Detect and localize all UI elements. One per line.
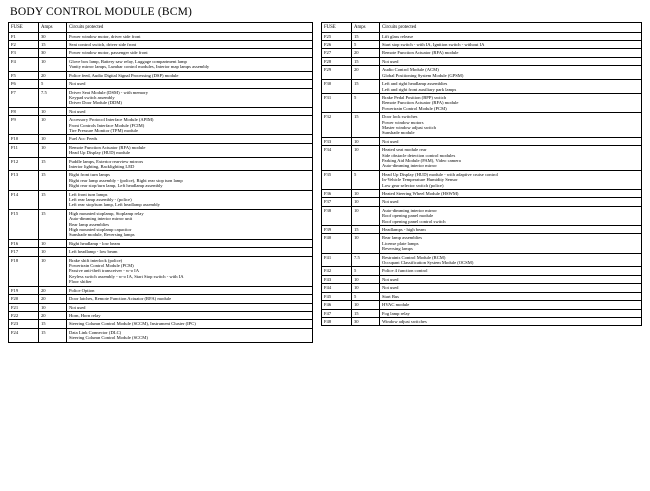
circuit-line: Door latches, Remote Function Actuator (RFA) module <box>69 296 172 302</box>
cell-amps: 10 <box>39 107 67 115</box>
table-row <box>322 226 642 234</box>
circuit-line: Driver Door Module (DDM) <box>69 100 122 106</box>
circuit-line: Not used <box>382 199 399 205</box>
cell-fuse: F45 <box>322 292 352 300</box>
cell-fuse: F48 <box>322 317 352 325</box>
table-row <box>322 32 642 40</box>
table-row <box>9 248 313 256</box>
circuit-line: Fuel Acc Feeds <box>69 136 98 142</box>
cell-circuits <box>380 253 642 267</box>
table-row <box>9 209 313 239</box>
cell-fuse: F26 <box>322 41 352 49</box>
circuit-line: Brake Pedal Position (BPP) switch <box>382 94 447 100</box>
cell-fuse: F29 <box>322 66 352 80</box>
cell-fuse: F35 <box>322 170 352 189</box>
circuit-line: Rear lamp assemblies <box>382 235 423 241</box>
circuit-line: Power window motors <box>382 119 424 125</box>
cell-fuse: F19 <box>9 286 39 294</box>
circuit-line: Powertrain Control Module (PCM) <box>382 105 447 111</box>
circuit-line: Vanity mirror lamps, Lumbar control modules, Interior map lamps assembly <box>69 64 210 70</box>
table-row <box>322 80 642 94</box>
cell-circuits <box>67 71 313 79</box>
circuit-line: Steering Column Control Module (SCCM), Instrument Cluster (IPC) <box>69 321 196 327</box>
circuit-line: Parking Aid Module (PAM), Video camera <box>382 157 461 163</box>
header-fuse: FUSE <box>9 23 39 33</box>
table-row <box>9 295 313 303</box>
cell-fuse: F30 <box>322 80 352 94</box>
cell-fuse: F5 <box>9 71 39 79</box>
cell-circuits <box>380 301 642 309</box>
table-row <box>322 137 642 145</box>
cell-circuits <box>67 41 313 49</box>
cell-amps: 7.5 <box>352 253 380 267</box>
cell-circuits <box>380 198 642 206</box>
circuit-line: Interior lighting, Backlighting LED <box>69 163 135 169</box>
circuit-line: Right front turn lamps <box>69 172 110 178</box>
table-row <box>322 284 642 292</box>
circuit-line: Lift glass release <box>382 33 414 39</box>
cell-circuits <box>380 234 642 253</box>
circuit-line: Glove box lamp, Battery saw relay, Luggage compartment lamp <box>69 58 187 64</box>
cell-amps: 15 <box>39 328 67 342</box>
circuit-line: Auto-dimming interior mirror <box>382 207 437 213</box>
cell-amps: 5 <box>352 41 380 49</box>
cell-amps: 15 <box>39 209 67 239</box>
cell-amps: 10 <box>352 234 380 253</box>
circuit-line: Head Up Display (HUD) module - with adaptive cruise control <box>382 171 498 177</box>
cell-fuse: F2 <box>9 41 39 49</box>
cell-circuits <box>67 209 313 239</box>
cell-amps: 5 <box>352 93 380 112</box>
table-row <box>322 93 642 112</box>
cell-amps: 15 <box>352 309 380 317</box>
circuit-line: Remote Function Actuator (RFA) module <box>382 100 459 106</box>
circuit-line: Brake shift interlock (police) <box>69 257 123 263</box>
cell-fuse: F36 <box>322 190 352 198</box>
cell-fuse: F9 <box>9 116 39 135</box>
cell-fuse: F33 <box>322 137 352 145</box>
table-row <box>9 190 313 209</box>
circuit-line: Door lock switches <box>382 114 418 120</box>
table-row <box>9 171 313 190</box>
table-row <box>322 309 642 317</box>
cell-amps: 7.5 <box>39 88 67 107</box>
circuit-line: Rear lamp assemblies <box>69 221 110 227</box>
cell-amps: 15 <box>39 320 67 328</box>
circuit-line: Puddle lamps, Exterior rearview mirrors <box>69 158 144 164</box>
circuit-line: Right headlamp - low beam <box>69 240 121 246</box>
table-row <box>9 328 313 342</box>
cell-circuits <box>67 32 313 40</box>
cell-circuits <box>380 93 642 112</box>
table-row <box>9 57 313 71</box>
cell-circuits <box>67 286 313 294</box>
cell-fuse: F12 <box>9 157 39 171</box>
circuit-line: Left and right headlamp assemblies <box>382 81 448 87</box>
circuit-line: Front Controls Interface Module (FCIM) <box>69 122 145 128</box>
cell-circuits <box>67 320 313 328</box>
circuit-line: Global Positioning System Module (GPSM) <box>382 72 464 78</box>
circuit-line: Fog lamp relay <box>382 310 410 316</box>
circuit-line: Keypad switch assembly <box>69 94 115 100</box>
table-row <box>9 135 313 143</box>
table-row <box>322 267 642 275</box>
cell-fuse: F16 <box>9 239 39 247</box>
table-row <box>9 256 313 286</box>
cell-circuits <box>380 57 642 65</box>
cell-circuits <box>380 137 642 145</box>
table-row <box>322 146 642 171</box>
table-row <box>322 253 642 267</box>
table-row <box>9 107 313 115</box>
cell-circuits <box>67 80 313 88</box>
circuit-line: Left rear stop/turn lamp, Left headlamp assembly <box>69 202 160 208</box>
cell-fuse: F42 <box>322 267 352 275</box>
table-row <box>9 157 313 171</box>
cell-circuits <box>67 311 313 319</box>
table-row <box>9 116 313 135</box>
cell-fuse: F24 <box>9 328 39 342</box>
table-row <box>9 88 313 107</box>
table-row <box>322 301 642 309</box>
cell-amps: 10 <box>352 284 380 292</box>
cell-amps: 10 <box>352 275 380 283</box>
cell-amps: 10 <box>39 248 67 256</box>
cell-circuits <box>67 256 313 286</box>
cell-fuse: F4 <box>9 57 39 71</box>
header-circuits: Circuits protected <box>67 23 313 33</box>
cell-fuse: F47 <box>322 309 352 317</box>
cell-circuits <box>380 41 642 49</box>
circuit-line: Start stop switch - with IA, Ignition switch - without IA <box>382 42 485 48</box>
cell-circuits <box>380 292 642 300</box>
cell-amps: 5 <box>352 170 380 189</box>
cell-circuits <box>67 135 313 143</box>
circuit-line: Left and right front auxiliary park lamps <box>382 86 457 92</box>
header-circuits: Circuits protected <box>380 23 642 33</box>
table-row <box>322 57 642 65</box>
cell-amps: 15 <box>352 57 380 65</box>
table-header-row <box>322 23 642 33</box>
cell-fuse: F46 <box>322 301 352 309</box>
cell-amps: 30 <box>352 317 380 325</box>
circuit-line: Master window adjust switch <box>382 124 436 130</box>
table-row <box>322 198 642 206</box>
cell-fuse: F11 <box>9 143 39 157</box>
cell-circuits <box>67 107 313 115</box>
circuit-line: Tire Pressure Monitor (TPM) module <box>69 127 138 133</box>
cell-fuse: F8 <box>9 107 39 115</box>
cell-fuse: F1 <box>9 32 39 40</box>
circuit-line: Headlamps - high beam <box>382 227 426 233</box>
circuit-line: HVAC module <box>382 302 410 308</box>
table-row <box>322 66 642 80</box>
circuit-line: Heated Steering Wheel Module (HSWM) <box>382 191 459 196</box>
cell-amps: 20 <box>39 71 67 79</box>
cell-fuse: F41 <box>322 253 352 267</box>
cell-circuits <box>380 49 642 57</box>
cell-circuits <box>67 239 313 247</box>
cell-amps: 15 <box>39 190 67 209</box>
circuit-line: Occupant Classification System Module (OCSM) <box>382 260 474 266</box>
circuit-line: Not used <box>69 108 86 114</box>
header-fuse: FUSE <box>322 23 352 33</box>
cell-amps: 10 <box>352 198 380 206</box>
cell-circuits <box>67 143 313 157</box>
cell-amps: 5 <box>39 80 67 88</box>
cell-amps: 5 <box>352 267 380 275</box>
cell-amps: 15 <box>39 41 67 49</box>
cell-fuse: F44 <box>322 284 352 292</box>
circuit-line: Accessory Protocol Interface Module (APIM) <box>69 117 154 123</box>
circuit-line: Left headlamp - low beam <box>69 249 118 255</box>
table-row <box>322 206 642 225</box>
fuse-table-left <box>8 22 313 343</box>
cell-circuits <box>67 328 313 342</box>
circuit-line: Driver Seat Module (DSM) - with memory <box>69 89 149 95</box>
circuit-line: Roof opening panel module <box>382 213 434 219</box>
table-row <box>322 234 642 253</box>
table-header-row <box>9 23 313 33</box>
circuit-line: Side obstacle detection control modules <box>382 152 456 158</box>
circuit-line: Seat control switch, driver side front <box>69 42 137 48</box>
cell-amps: 10 <box>352 137 380 145</box>
cell-fuse: F34 <box>322 146 352 171</box>
cell-fuse: F43 <box>322 275 352 283</box>
cell-amps: 15 <box>39 171 67 190</box>
circuit-line: Auto-dimming interior mirror <box>382 163 437 169</box>
cell-circuits <box>380 66 642 80</box>
cell-circuits <box>380 80 642 94</box>
cell-fuse: F38 <box>322 206 352 225</box>
cell-fuse: F27 <box>322 49 352 57</box>
cell-circuits <box>67 49 313 57</box>
cell-fuse: F6 <box>9 80 39 88</box>
cell-circuits <box>380 146 642 171</box>
circuit-line: Remote Function Actuator (RFA) module <box>69 144 146 150</box>
cell-amps: 10 <box>39 143 67 157</box>
cell-amps: 20 <box>39 311 67 319</box>
cell-circuits <box>67 88 313 107</box>
circuit-line: Start Bus <box>382 293 399 299</box>
circuit-line: Right rear lamp assembly - (police), Right rear stop turn lamp <box>69 177 183 183</box>
cell-fuse: F39 <box>322 226 352 234</box>
cell-circuits <box>67 295 313 303</box>
cell-amps: 20 <box>352 66 380 80</box>
circuit-line: Police Option <box>69 287 95 293</box>
cell-circuits <box>380 284 642 292</box>
cell-circuits <box>67 171 313 190</box>
cell-fuse: F13 <box>9 171 39 190</box>
table-row <box>9 80 313 88</box>
cell-fuse: F25 <box>322 32 352 40</box>
circuit-line: Left rear lamp assembly - (police) <box>69 197 132 202</box>
circuit-line: Low gear selector switch (police) <box>382 182 444 188</box>
cell-fuse: F37 <box>322 198 352 206</box>
fuse-table-left-body <box>9 32 313 342</box>
table-row <box>9 32 313 40</box>
circuit-line: Steering Column Control Module (SCCM) <box>69 335 148 341</box>
table-row <box>9 303 313 311</box>
circuit-line: Not used <box>382 276 399 282</box>
cell-fuse: F28 <box>322 57 352 65</box>
cell-amps: 15 <box>352 113 380 138</box>
circuit-line: Roof opening panel control switch <box>382 218 446 224</box>
cell-circuits <box>67 57 313 71</box>
cell-amps: 15 <box>39 157 67 171</box>
cell-amps: 30 <box>39 32 67 40</box>
cell-amps: 20 <box>39 295 67 303</box>
table-row <box>322 190 642 198</box>
circuit-line: Powertrain Control Module (PCM) <box>69 263 134 269</box>
cell-amps: 10 <box>39 239 67 247</box>
table-row <box>9 41 313 49</box>
circuit-line: License plate lamps <box>382 240 419 246</box>
circuit-line: Right rear stop/turn lamp, Left headlamp assembly <box>69 183 163 189</box>
circuit-line: Power window motor, passenger side front <box>69 50 148 56</box>
cell-circuits <box>380 309 642 317</box>
table-row <box>322 41 642 49</box>
cell-fuse: F15 <box>9 209 39 239</box>
cell-amps: 10 <box>39 135 67 143</box>
circuit-line: Keyless switch assembly - w-o IA, Start Stop switch - with IA <box>69 273 184 279</box>
cell-circuits <box>67 248 313 256</box>
circuit-line: Police 4 function control <box>382 268 428 274</box>
circuit-line: Not used <box>382 138 399 144</box>
table-row <box>9 239 313 247</box>
cell-fuse: F10 <box>9 135 39 143</box>
cell-amps: 30 <box>39 49 67 57</box>
circuit-line: Passive anti-theft transceiver - w-o IA <box>69 268 140 274</box>
header-amps: Amps <box>39 23 67 33</box>
circuit-line: High mounted stoplamp, Stoplamp relay <box>69 210 144 216</box>
cell-amps: 10 <box>39 256 67 286</box>
tables-container <box>8 22 642 343</box>
page-title: BODY CONTROL MODULE (BCM) <box>10 6 193 18</box>
cell-fuse: F17 <box>9 248 39 256</box>
cell-amps: 10 <box>352 206 380 225</box>
cell-fuse: F40 <box>322 234 352 253</box>
fuse-table-right-body <box>322 32 642 326</box>
circuit-line: High mounted stoplamp capacitor <box>69 227 132 233</box>
table-row <box>9 49 313 57</box>
circuit-line: In-Vehicle Temperature Humidity Sensor <box>382 177 458 183</box>
table-row <box>322 317 642 325</box>
circuit-line: Sunshade module, Reversing lamps <box>69 232 135 238</box>
cell-amps: 5 <box>352 292 380 300</box>
cell-circuits <box>380 317 642 325</box>
cell-amps: 10 <box>352 146 380 171</box>
cell-circuits <box>380 32 642 40</box>
cell-circuits <box>67 190 313 209</box>
cell-fuse: F31 <box>322 93 352 112</box>
cell-amps: 10 <box>352 190 380 198</box>
circuit-line: Floor shifter <box>69 279 92 285</box>
cell-amps: 10 <box>39 116 67 135</box>
cell-amps: 10 <box>39 57 67 71</box>
cell-circuits <box>380 267 642 275</box>
cell-amps: 15 <box>352 32 380 40</box>
cell-circuits <box>380 190 642 198</box>
circuit-line: Not used <box>69 304 86 310</box>
cell-fuse: F22 <box>9 311 39 319</box>
cell-fuse: F3 <box>9 49 39 57</box>
cell-amps: 15 <box>352 226 380 234</box>
circuit-line: Not used <box>382 285 399 291</box>
circuit-line: Heated seat module rear <box>382 147 427 153</box>
circuit-line: Horn, Horn relay <box>69 312 101 318</box>
cell-circuits <box>67 303 313 311</box>
cell-amps: 15 <box>352 80 380 94</box>
table-row <box>9 286 313 294</box>
table-row <box>9 320 313 328</box>
cell-circuits <box>67 116 313 135</box>
cell-amps: 20 <box>352 49 380 57</box>
circuit-line: Left front turn lamps <box>69 191 108 197</box>
cell-fuse: F23 <box>9 320 39 328</box>
table-row <box>9 71 313 79</box>
circuit-line: Not used <box>382 58 399 64</box>
cell-fuse: F18 <box>9 256 39 286</box>
cell-circuits <box>380 113 642 138</box>
circuit-line: Auto-dimming interior mirror unit <box>69 216 133 222</box>
circuit-line: Remote Function Actuator (RFA) module <box>382 50 459 56</box>
table-row <box>322 275 642 283</box>
circuit-line: Not used <box>69 81 86 87</box>
table-row <box>322 292 642 300</box>
cell-circuits <box>67 157 313 171</box>
circuit-line: Head Up Display (HUD) module <box>69 150 130 156</box>
cell-fuse: F7 <box>9 88 39 107</box>
circuit-line: Police feed, Audio Digital Signal Processing (DSP) module <box>69 72 179 78</box>
table-row <box>9 143 313 157</box>
cell-circuits <box>380 170 642 189</box>
circuit-line: Restraints Control Module (RCM) <box>382 254 446 260</box>
cell-fuse: F32 <box>322 113 352 138</box>
table-row <box>322 170 642 189</box>
circuit-line: Window adjust switches <box>382 318 427 324</box>
circuit-line: Reversing lamps <box>382 246 413 252</box>
table-row <box>9 311 313 319</box>
circuit-line: Power window motor, driver side front <box>69 33 141 39</box>
table-row <box>322 113 642 138</box>
cell-amps: 10 <box>352 301 380 309</box>
circuit-line: Audio Control Module (ACM) <box>382 67 439 73</box>
cell-circuits <box>380 275 642 283</box>
cell-amps: 20 <box>39 286 67 294</box>
cell-circuits <box>380 226 642 234</box>
circuit-line: Data Link Connector (DLC) <box>69 329 122 335</box>
table-row <box>322 49 642 57</box>
cell-fuse: F21 <box>9 303 39 311</box>
circuit-line: Sunshade module <box>382 130 415 136</box>
header-amps: Amps <box>352 23 380 33</box>
fuse-table-right <box>321 22 642 326</box>
cell-fuse: F20 <box>9 295 39 303</box>
cell-circuits <box>380 206 642 225</box>
cell-amps: 10 <box>39 303 67 311</box>
cell-fuse: F14 <box>9 190 39 209</box>
